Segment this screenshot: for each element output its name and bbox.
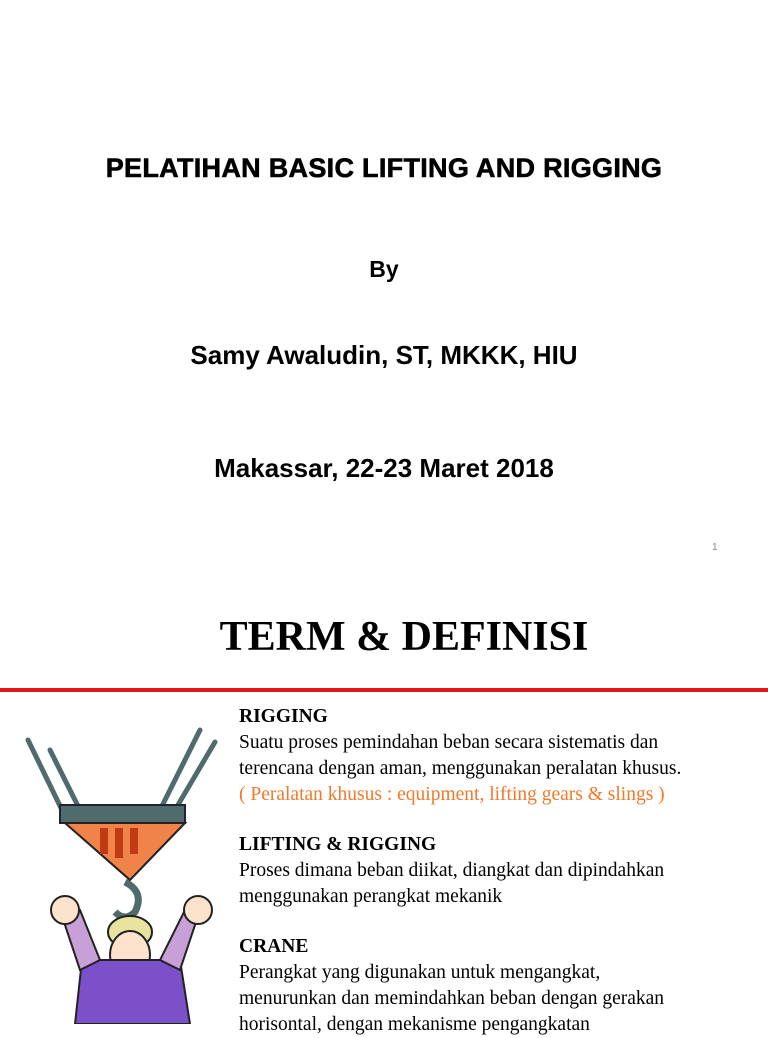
slide-title: PELATIHAN BASIC LIFTING AND RIGGING (105, 153, 663, 183)
slide2-title: TERM & DEFINISI (219, 614, 589, 660)
definition-rigging (239, 704, 759, 808)
definition-line: Perangkat yang digunakan untuk mengangkat, (239, 962, 601, 983)
definition-note: ( Peralatan khusus : equipment, lifting gears & slings ) (239, 784, 665, 805)
definition-line: menurunkan dan memindahkan beban dengan gerakan (239, 988, 665, 1009)
definition-line: Proses dimana beban diikat, diangkat dan dipindahkan (239, 860, 665, 881)
term-heading: RIGGING (239, 706, 328, 727)
definition-line: horisontal, dengan mekanisme pengangkatan (239, 1014, 590, 1035)
definitions-list (239, 704, 759, 1038)
term-heading: CRANE (239, 936, 309, 957)
definition-line: Suatu proses pemindahan beban secara sistematis dan (239, 732, 659, 753)
definition-crane (239, 934, 759, 1038)
crane-hook-worker-clipart (20, 710, 225, 1024)
place-date: Makassar, 22-23 Maret 2018 (214, 453, 554, 483)
page-number: 1 (712, 542, 718, 553)
term-heading: LIFTING & RIGGING (239, 834, 437, 855)
definition-line: terencana dengan aman, menggunakan peralatan khusus. (239, 758, 682, 779)
author-name: Samy Awaludin, ST, MKKK, HIU (190, 340, 578, 370)
by-label: By (369, 256, 399, 282)
divider-rule (0, 688, 768, 692)
definition-lifting-rigging (239, 832, 759, 910)
definition-line: menggunakan perangkat mekanik (239, 886, 503, 907)
